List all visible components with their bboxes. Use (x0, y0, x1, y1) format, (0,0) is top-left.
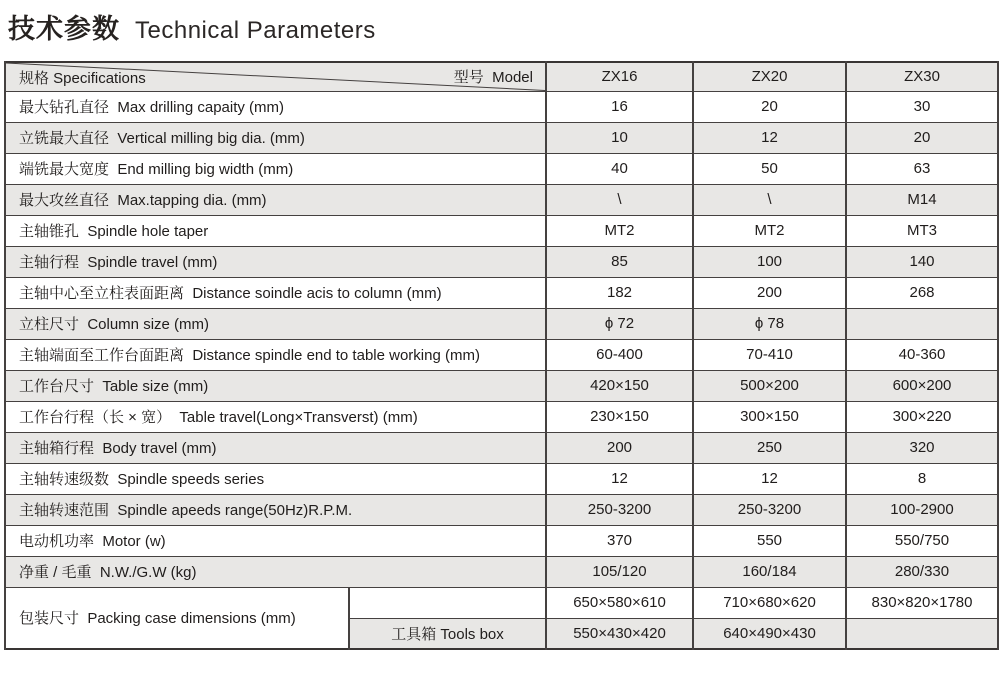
spec-value-zx30: 320 (846, 432, 998, 463)
spec-value-zx16: 230×150 (546, 401, 693, 432)
spec-row-label: 主轴转速范围 Spindle apeeds range(50Hz)R.P.M. (5, 494, 546, 525)
spec-value-zx16: 10 (546, 122, 693, 153)
spec-value-zx20: 250 (693, 432, 846, 463)
packing-machine-value-zx20: 710×680×620 (693, 587, 846, 618)
spec-row-label: 主轴行程 Spindle travel (mm) (5, 246, 546, 277)
spec-row (5, 525, 998, 556)
spec-row (5, 122, 998, 153)
spec-value-zx20: 100 (693, 246, 846, 277)
spec-value-zx20: 12 (693, 463, 846, 494)
spec-value-zx30: MT3 (846, 215, 998, 246)
packing-row-machine (5, 587, 998, 618)
spec-header-label: 规格 Specifications (19, 69, 146, 87)
page-title (8, 7, 1000, 46)
spec-value-zx30: 300×220 (846, 401, 998, 432)
spec-row (5, 432, 998, 463)
spec-row (5, 463, 998, 494)
spec-rows-body (5, 91, 998, 587)
spec-value-zx20: 20 (693, 91, 846, 122)
spec-value-zx16: ϕ 72 (546, 308, 693, 339)
spec-value-zx16: 105/120 (546, 556, 693, 587)
spec-row-label: 工作台行程（长 × 宽） Table travel(Long×Transverst) (mm) (5, 401, 546, 432)
spec-value-zx20: 160/184 (693, 556, 846, 587)
spec-value-zx30: 20 (846, 122, 998, 153)
technical-parameters-table (4, 61, 999, 650)
header-row (5, 62, 998, 91)
spec-value-zx16: 250-3200 (546, 494, 693, 525)
spec-value-zx30: 268 (846, 277, 998, 308)
spec-value-zx16: MT2 (546, 215, 693, 246)
spec-value-zx20: \ (693, 184, 846, 215)
spec-row-label: 主轴端面至工作台面距离 Distance spindle end to table working (mm) (5, 339, 546, 370)
spec-value-zx20: 550 (693, 525, 846, 556)
spec-row-label: 工作台尺寸 Table size (mm) (5, 370, 546, 401)
packing-machine-value-zx16: 650×580×610 (546, 587, 693, 618)
spec-value-zx16: 182 (546, 277, 693, 308)
spec-value-zx20: 300×150 (693, 401, 846, 432)
spec-value-zx16: \ (546, 184, 693, 215)
packing-sub-empty-cell (349, 587, 546, 618)
spec-row (5, 494, 998, 525)
spec-row-label: 电动机功率 Motor (w) (5, 525, 546, 556)
spec-value-zx20: 500×200 (693, 370, 846, 401)
spec-value-zx30: 550/750 (846, 525, 998, 556)
spec-row-label: 主轴锥孔 Spindle hole taper (5, 215, 546, 246)
spec-value-zx30 (846, 308, 998, 339)
spec-value-zx30: 63 (846, 153, 998, 184)
spec-row-label: 立铣最大直径 Vertical milling big dia. (mm) (5, 122, 546, 153)
toolsbox-value-zx30 (846, 618, 998, 649)
page-title-chinese: 技术参数 (8, 14, 120, 44)
spec-row (5, 556, 998, 587)
packing-label-cell: 包装尺寸 Packing case dimensions (mm) (5, 587, 349, 649)
spec-row (5, 401, 998, 432)
spec-value-zx16: 420×150 (546, 370, 693, 401)
spec-row-label: 立柱尺寸 Column size (mm) (5, 308, 546, 339)
model-header-label: 型号 Model (453, 69, 533, 86)
spec-value-zx20: 70-410 (693, 339, 846, 370)
spec-row (5, 153, 998, 184)
spec-row (5, 91, 998, 122)
spec-row (5, 370, 998, 401)
spec-row (5, 246, 998, 277)
spec-row (5, 339, 998, 370)
toolsbox-value-zx20: 640×490×430 (693, 618, 846, 649)
spec-value-zx30: 8 (846, 463, 998, 494)
spec-value-zx30: 280/330 (846, 556, 998, 587)
spec-row-label: 净重 / 毛重 N.W./G.W (kg) (5, 556, 546, 587)
packing-machine-value-zx30: 830×820×1780 (846, 587, 998, 618)
tools-box-label-cell: 工具箱 Tools box (349, 618, 546, 649)
spec-row-label: 主轴转速级数 Spindle speeds series (5, 463, 546, 494)
spec-value-zx20: ϕ 78 (693, 308, 846, 339)
spec-model-header-cell (5, 62, 546, 91)
model-column-zx16: ZX16 (546, 62, 693, 91)
spec-row-label: 最大攻丝直径 Max.tapping dia. (mm) (5, 184, 546, 215)
spec-value-zx30: 30 (846, 91, 998, 122)
spec-value-zx30: 140 (846, 246, 998, 277)
spec-value-zx20: 200 (693, 277, 846, 308)
spec-value-zx30: 100-2900 (846, 494, 998, 525)
spec-row-label: 端铣最大宽度 End milling big width (mm) (5, 153, 546, 184)
spec-row-label: 主轴中心至立柱表面距离 Distance soindle acis to column (mm) (5, 277, 546, 308)
packing-section (5, 587, 998, 649)
model-column-zx30: ZX30 (846, 62, 998, 91)
spec-value-zx20: 12 (693, 122, 846, 153)
spec-row (5, 277, 998, 308)
spec-value-zx20: 250-3200 (693, 494, 846, 525)
spec-value-zx30: 40-360 (846, 339, 998, 370)
toolsbox-value-zx16: 550×430×420 (546, 618, 693, 649)
spec-value-zx16: 60-400 (546, 339, 693, 370)
spec-value-zx16: 16 (546, 91, 693, 122)
page-title-english: Technical Parameters (135, 17, 376, 44)
spec-value-zx16: 370 (546, 525, 693, 556)
spec-row (5, 308, 998, 339)
spec-value-zx16: 200 (546, 432, 693, 463)
spec-value-zx30: 600×200 (846, 370, 998, 401)
spec-value-zx30: M14 (846, 184, 998, 215)
spec-value-zx20: MT2 (693, 215, 846, 246)
spec-row (5, 184, 998, 215)
spec-value-zx16: 40 (546, 153, 693, 184)
spec-row (5, 215, 998, 246)
model-column-zx20: ZX20 (693, 62, 846, 91)
spec-value-zx20: 50 (693, 153, 846, 184)
spec-row-label: 最大钻孔直径 Max drilling capaity (mm) (5, 91, 546, 122)
spec-value-zx16: 85 (546, 246, 693, 277)
spec-value-zx16: 12 (546, 463, 693, 494)
spec-row-label: 主轴箱行程 Body travel (mm) (5, 432, 546, 463)
